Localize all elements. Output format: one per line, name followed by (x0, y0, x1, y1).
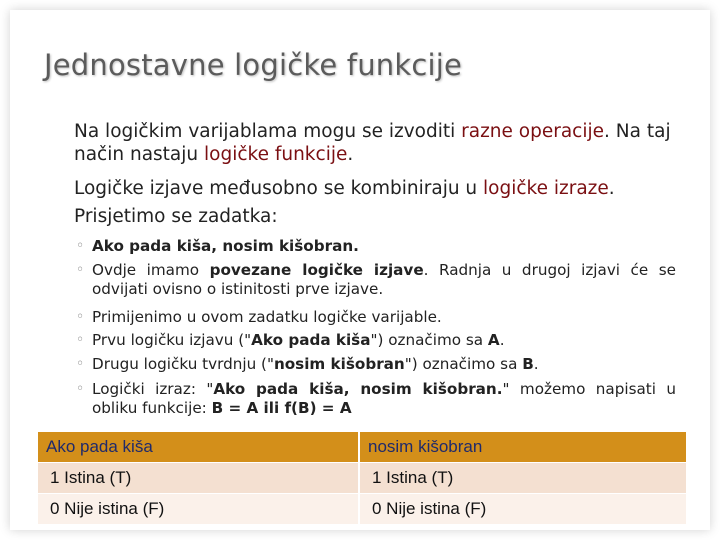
bold-term: Ako pada kiša, nosim kišobran. (213, 380, 503, 398)
sub-bullet-item (76, 308, 676, 327)
table-row (38, 463, 686, 493)
bullet-text-part: . (347, 143, 354, 165)
sub-bullet-text (76, 331, 676, 350)
table-row (38, 494, 686, 524)
table-cell: 1 Istina (T) (360, 463, 686, 493)
sub-bullet-text-part: . (499, 331, 505, 349)
truth-table (38, 432, 686, 522)
bullet-item (54, 121, 678, 166)
sub-bullet-text-part: . Radnja u drugoj izjavi će se odvijati ovisno o istinitosti prve izjave. (92, 261, 676, 298)
sub-bullet-text-part: Prvu logičku izjavu (" (92, 331, 252, 349)
bullet-text-part: Logičke izjave međusobno se kombiniraju u (74, 178, 484, 199)
sub-bullet-text-part: ") označimo sa (370, 331, 488, 349)
table-header-cell: Ako pada kiša (38, 432, 358, 462)
table-cell: 0 Nije istina (F) (360, 494, 686, 524)
bullet-text: Prisjetimo se zadatka: (74, 206, 278, 227)
sub-bullet-marker-icon: ◦ (76, 381, 85, 397)
sub-bullet-text-part: " možemo napisati u obliku funkcije: (92, 380, 676, 417)
sub-bullet-item (76, 355, 676, 374)
sub-bullet-marker-icon: ◦ (76, 309, 85, 325)
sub-bullet-text-part: Ovdje imamo (92, 261, 210, 279)
bullet-text-part: Na logičkim varijablama mogu se izvoditi (74, 121, 462, 142)
table-header-row (38, 432, 686, 462)
bullet-text (54, 121, 678, 166)
bold-term: A (487, 331, 500, 349)
sub-bullet-text (76, 261, 676, 299)
bullet-text-part: . (608, 178, 615, 199)
sub-bullet-marker-icon: ◦ (76, 332, 85, 348)
sub-bullet-text (76, 380, 676, 418)
bullet-item (54, 206, 678, 229)
bullet-text (54, 178, 678, 201)
bold-term: povezane logičke izjave (209, 261, 424, 279)
sub-bullet-text-part: ") označimo sa (404, 355, 523, 373)
sub-bullet-text: Ako pada kiša, nosim kišobran. (92, 237, 359, 255)
highlight-term: logičke funkcije (204, 143, 348, 165)
bold-term: B (522, 355, 534, 373)
bold-term: B = A ili f(B) = A (211, 399, 352, 417)
bullet-text-part: . Na taj način nastaju (74, 121, 671, 165)
sub-bullet-item (76, 380, 676, 418)
sub-bullet-marker-icon: ◦ (76, 356, 85, 372)
sub-bullet-item (76, 237, 676, 256)
sub-bullet-text-part: Drugu logičku tvrdnju (" (92, 355, 274, 373)
bold-term: Ako pada kiša (251, 331, 371, 349)
sub-bullet-text-part: . (533, 355, 539, 373)
slide-title: Jednostavne logičke funkcije (44, 48, 463, 82)
table-header-cell: nosim kišobran (360, 432, 686, 462)
sub-bullet-marker-icon: ◦ (76, 238, 85, 254)
highlight-term: razne operacije (461, 121, 605, 142)
sub-bullet-text: Primijenimo u ovom zadatku logičke varijable. (92, 308, 442, 326)
bold-term: nosim kišobran (273, 355, 405, 373)
sub-bullet-item (76, 261, 676, 299)
sub-bullet-item (76, 331, 676, 350)
table-cell: 0 Nije istina (F) (38, 494, 358, 524)
sub-bullet-text (76, 355, 676, 374)
highlight-term: logičke izraze (483, 178, 609, 199)
sub-bullet-text-part: Logički izraz: " (92, 380, 214, 398)
bullet-item (54, 178, 678, 201)
table-cell: 1 Istina (T) (38, 463, 358, 493)
sub-bullet-marker-icon: ◦ (76, 262, 85, 278)
